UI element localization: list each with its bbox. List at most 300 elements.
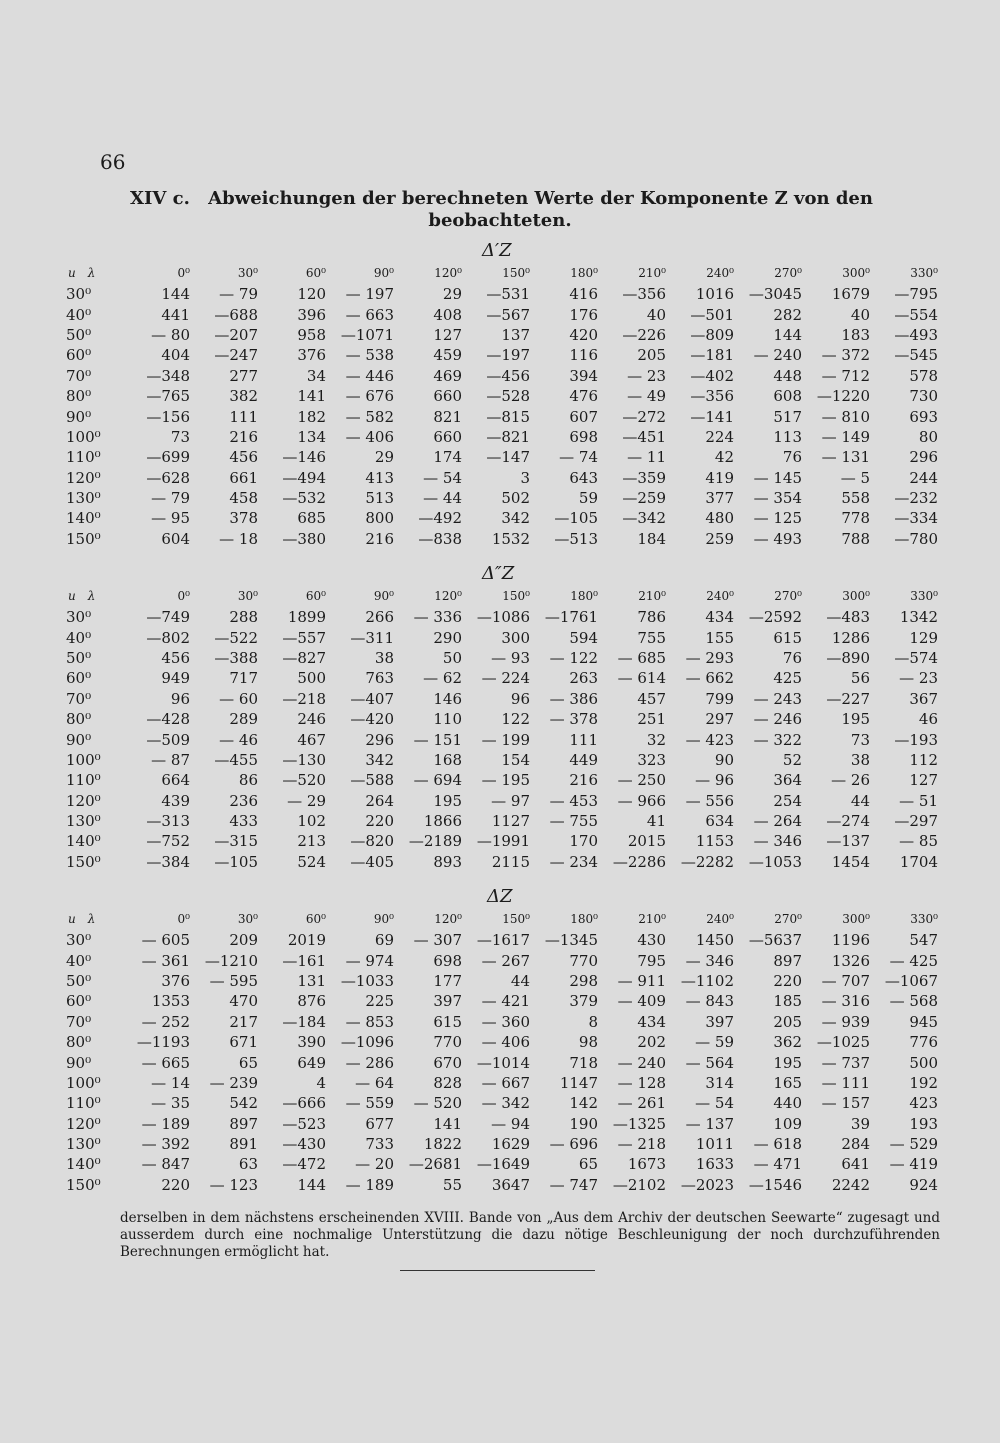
row-latitude: 150⁰ bbox=[66, 529, 101, 548]
header-u-lambda bbox=[62, 262, 126, 284]
table-cell: 500 bbox=[297, 669, 326, 688]
table-cell: 134 bbox=[297, 427, 326, 446]
table-cell: — 336 bbox=[413, 608, 462, 627]
table-cell: — 386 bbox=[549, 689, 598, 708]
table-cell: —315 bbox=[214, 832, 258, 851]
table-cell: — 667 bbox=[481, 1073, 530, 1092]
column-header: 330⁰ bbox=[910, 266, 938, 280]
table-cell: —802 bbox=[146, 628, 190, 647]
table-cell: 174 bbox=[433, 448, 462, 467]
table-cell: 141 bbox=[297, 387, 326, 406]
header-row bbox=[62, 908, 942, 930]
table-cell: — 372 bbox=[821, 346, 870, 365]
column-header: 300⁰ bbox=[842, 912, 870, 926]
table-cell: 127 bbox=[909, 771, 938, 790]
table-cell: 660 bbox=[433, 427, 462, 446]
table-cell: — 712 bbox=[821, 366, 870, 385]
table-cell: —472 bbox=[282, 1155, 326, 1174]
table-cell: 717 bbox=[229, 669, 258, 688]
table-row bbox=[62, 427, 942, 447]
table-cell: 467 bbox=[297, 730, 326, 749]
table-cell: 458 bbox=[229, 489, 258, 508]
table-cell: — 128 bbox=[617, 1073, 666, 1092]
row-latitude: 70⁰ bbox=[66, 1012, 92, 1031]
column-header: 210⁰ bbox=[638, 912, 666, 926]
table-row bbox=[62, 1032, 942, 1052]
table-cell: — 218 bbox=[617, 1135, 666, 1154]
table-cell: —795 bbox=[894, 285, 938, 304]
table-row bbox=[62, 991, 942, 1011]
table-cell: —2189 bbox=[408, 832, 462, 851]
table-cell: 828 bbox=[433, 1073, 462, 1092]
table-cell: 893 bbox=[433, 852, 462, 871]
table-title-delta-z: ΔZ bbox=[487, 886, 513, 907]
table-cell: 1147 bbox=[559, 1073, 598, 1092]
table-row bbox=[62, 1114, 942, 1134]
table-cell: 958 bbox=[297, 325, 326, 344]
table-cell: 289 bbox=[229, 710, 258, 729]
table-cell: — 123 bbox=[209, 1175, 258, 1194]
table-cell: — 189 bbox=[141, 1114, 190, 1133]
row-latitude: 40⁰ bbox=[66, 305, 92, 324]
table-cell: 277 bbox=[229, 366, 258, 385]
table-cell: —105 bbox=[554, 509, 598, 528]
table-cell: — 35 bbox=[151, 1094, 190, 1113]
table-cell: 795 bbox=[637, 951, 666, 970]
table-cell: —2023 bbox=[680, 1175, 734, 1194]
table-cell: —1025 bbox=[816, 1033, 870, 1052]
table-cell: 224 bbox=[705, 427, 734, 446]
column-header: 60⁰ bbox=[305, 589, 326, 603]
table-cell: —207 bbox=[214, 325, 258, 344]
table-cell: — 582 bbox=[345, 407, 394, 426]
table-cell: 213 bbox=[297, 832, 326, 851]
table-cell: — 605 bbox=[141, 931, 190, 950]
table-cell: 390 bbox=[297, 1033, 326, 1052]
row-latitude: 90⁰ bbox=[66, 1053, 92, 1072]
table-cell: 1679 bbox=[831, 285, 870, 304]
table-cell: 102 bbox=[297, 812, 326, 831]
table-cell: —2102 bbox=[612, 1175, 666, 1194]
column-header: 330⁰ bbox=[910, 912, 938, 926]
table-cell: —141 bbox=[690, 407, 734, 426]
table-cell: — 614 bbox=[617, 669, 666, 688]
table-cell: 40 bbox=[850, 305, 870, 324]
table-cell: 98 bbox=[578, 1033, 598, 1052]
table-cell: 440 bbox=[773, 1094, 802, 1113]
table-cell: —2592 bbox=[748, 608, 802, 627]
table-cell: — 151 bbox=[413, 730, 462, 749]
table-cell: —688 bbox=[214, 305, 258, 324]
table-cell: 770 bbox=[569, 951, 598, 970]
table-cell: — 23 bbox=[627, 366, 666, 385]
table-cell: 323 bbox=[637, 750, 666, 769]
row-latitude: 130⁰ bbox=[66, 489, 101, 508]
table-cell: — 145 bbox=[753, 468, 802, 487]
table-cell: 155 bbox=[705, 628, 734, 647]
table-cell: — 80 bbox=[151, 325, 190, 344]
table-cell: 44 bbox=[510, 971, 530, 990]
table-cell: — 125 bbox=[753, 509, 802, 528]
row-latitude: 50⁰ bbox=[66, 648, 92, 667]
table-cell: 182 bbox=[297, 407, 326, 426]
table-cell: 127 bbox=[433, 325, 462, 344]
table-cell: 377 bbox=[705, 489, 734, 508]
table-cell: — 316 bbox=[821, 992, 870, 1011]
row-latitude: 120⁰ bbox=[66, 468, 101, 487]
table-cell: 192 bbox=[909, 1073, 938, 1092]
table-cell: —574 bbox=[894, 648, 938, 667]
table-cell: 296 bbox=[909, 448, 938, 467]
table-cell: 342 bbox=[501, 509, 530, 528]
row-latitude: 70⁰ bbox=[66, 689, 92, 708]
table-cell: 558 bbox=[841, 489, 870, 508]
table-cell: 266 bbox=[365, 608, 394, 627]
table-cell: 517 bbox=[773, 407, 802, 426]
table-cell: 897 bbox=[229, 1114, 258, 1133]
table-cell: — 234 bbox=[549, 852, 598, 871]
table-cell: —509 bbox=[146, 730, 190, 749]
table-cell: —1345 bbox=[544, 931, 598, 950]
table-cell: 542 bbox=[229, 1094, 258, 1113]
table-cell: 423 bbox=[909, 1094, 938, 1113]
table-cell: 897 bbox=[773, 951, 802, 970]
row-latitude: 30⁰ bbox=[66, 931, 92, 950]
table-cell: 40 bbox=[646, 305, 666, 324]
table-cell: —765 bbox=[146, 387, 190, 406]
table-cell: — 250 bbox=[617, 771, 666, 790]
table-cell: —356 bbox=[622, 285, 666, 304]
table-cell: —567 bbox=[486, 305, 530, 324]
table-cell: 448 bbox=[773, 366, 802, 385]
row-latitude: 120⁰ bbox=[66, 791, 101, 810]
table-row bbox=[62, 406, 942, 426]
table-cell: — 97 bbox=[491, 791, 530, 810]
column-header: 120⁰ bbox=[434, 912, 462, 926]
table-cell: 439 bbox=[161, 791, 190, 810]
header-lambda: λ bbox=[87, 266, 96, 280]
table-cell: —356 bbox=[690, 387, 734, 406]
table-cell: 607 bbox=[569, 407, 598, 426]
header-row bbox=[62, 262, 942, 284]
table-cell: 184 bbox=[637, 529, 666, 548]
table-cell: — 111 bbox=[821, 1073, 870, 1092]
column-header: 210⁰ bbox=[638, 266, 666, 280]
table-cell: 763 bbox=[365, 669, 394, 688]
table-cell: —1193 bbox=[136, 1033, 190, 1052]
table-cell: —147 bbox=[486, 448, 530, 467]
table-cell: —405 bbox=[350, 852, 394, 871]
table-cell: — 79 bbox=[219, 285, 258, 304]
column-header: 120⁰ bbox=[434, 266, 462, 280]
table-cell: 2019 bbox=[287, 931, 326, 950]
table-cell: 456 bbox=[161, 648, 190, 667]
table-cell: —513 bbox=[554, 529, 598, 548]
row-latitude: 60⁰ bbox=[66, 669, 92, 688]
table-cell: 441 bbox=[161, 305, 190, 324]
table-cell: —528 bbox=[486, 387, 530, 406]
table-cell: 876 bbox=[297, 992, 326, 1011]
table-cell: 144 bbox=[297, 1175, 326, 1194]
table-cell: 122 bbox=[501, 710, 530, 729]
table-row bbox=[62, 930, 942, 950]
table-cell: 264 bbox=[365, 791, 394, 810]
column-header: 240⁰ bbox=[706, 912, 734, 926]
table-cell: 2115 bbox=[491, 852, 530, 871]
table-cell: —838 bbox=[418, 529, 462, 548]
table-cell: —520 bbox=[282, 771, 326, 790]
column-header: 30⁰ bbox=[237, 266, 258, 280]
table-cell: 698 bbox=[433, 951, 462, 970]
table-cell: 80 bbox=[918, 427, 938, 446]
table-cell: 671 bbox=[229, 1033, 258, 1052]
table-cell: 259 bbox=[705, 529, 734, 548]
table-cell: 698 bbox=[569, 427, 598, 446]
table-cell: — 747 bbox=[549, 1175, 598, 1194]
table-cell: — 137 bbox=[685, 1114, 734, 1133]
row-latitude: 70⁰ bbox=[66, 366, 92, 385]
table-cell: —494 bbox=[282, 468, 326, 487]
table-cell: — 5 bbox=[840, 468, 870, 487]
table-cell: — 59 bbox=[695, 1033, 734, 1052]
row-latitude: 60⁰ bbox=[66, 346, 92, 365]
table-cell: 288 bbox=[229, 608, 258, 627]
table-cell: 32 bbox=[646, 730, 666, 749]
table-cell: — 453 bbox=[549, 791, 598, 810]
table-cell: 476 bbox=[569, 387, 598, 406]
table-cell: —342 bbox=[622, 509, 666, 528]
table-cell: 263 bbox=[569, 669, 598, 688]
row-latitude: 80⁰ bbox=[66, 387, 92, 406]
row-latitude: 150⁰ bbox=[66, 852, 101, 871]
table-cell: —1649 bbox=[476, 1155, 530, 1174]
row-latitude: 30⁰ bbox=[66, 285, 92, 304]
table-cell: — 354 bbox=[753, 489, 802, 508]
row-latitude: 50⁰ bbox=[66, 325, 92, 344]
row-latitude: 110⁰ bbox=[66, 771, 101, 790]
table-cell: 449 bbox=[569, 750, 598, 769]
table-cell: 693 bbox=[909, 407, 938, 426]
table-cell: —1102 bbox=[680, 971, 734, 990]
table-cell: —407 bbox=[350, 689, 394, 708]
table-cell: — 240 bbox=[617, 1053, 666, 1072]
table-cell: 251 bbox=[637, 710, 666, 729]
row-latitude: 140⁰ bbox=[66, 1155, 101, 1174]
table-cell: — 44 bbox=[423, 489, 462, 508]
table-cell: 367 bbox=[909, 689, 938, 708]
table-cell: 76 bbox=[782, 448, 802, 467]
table-cell: — 93 bbox=[491, 648, 530, 667]
table-cell: 420 bbox=[569, 325, 598, 344]
row-latitude: 100⁰ bbox=[66, 427, 101, 446]
table-cell: —557 bbox=[282, 628, 326, 647]
table-row bbox=[62, 811, 942, 831]
table-cell: — 843 bbox=[685, 992, 734, 1011]
table-cell: 3647 bbox=[491, 1175, 530, 1194]
column-header: 270⁰ bbox=[774, 912, 802, 926]
table-cell: — 64 bbox=[355, 1073, 394, 1092]
table-row bbox=[62, 791, 942, 811]
table-cell: 116 bbox=[569, 346, 598, 365]
table-cell: 55 bbox=[442, 1175, 462, 1194]
table-cell: 69 bbox=[374, 931, 394, 950]
column-header: 180⁰ bbox=[570, 589, 598, 603]
table-cell: —815 bbox=[486, 407, 530, 426]
table-cell: 154 bbox=[501, 750, 530, 769]
table-cell: 111 bbox=[569, 730, 598, 749]
column-header: 0⁰ bbox=[177, 266, 190, 280]
table-cell: 604 bbox=[161, 529, 190, 548]
table-cell: 29 bbox=[374, 448, 394, 467]
table-cell: —554 bbox=[894, 305, 938, 324]
column-header: 30⁰ bbox=[237, 589, 258, 603]
column-header: 300⁰ bbox=[842, 266, 870, 280]
table-cell: 168 bbox=[433, 750, 462, 769]
table-cell: 433 bbox=[229, 812, 258, 831]
table-cell: — 29 bbox=[287, 791, 326, 810]
table-cell: —1325 bbox=[612, 1114, 666, 1133]
table-cell: —628 bbox=[146, 468, 190, 487]
table-cell: —311 bbox=[350, 628, 394, 647]
table-cell: — 618 bbox=[753, 1135, 802, 1154]
table-cell: 4 bbox=[316, 1073, 326, 1092]
table-cell: — 939 bbox=[821, 1012, 870, 1031]
table-cell: 924 bbox=[909, 1175, 938, 1194]
table-cell: 65 bbox=[578, 1155, 598, 1174]
table-cell: —232 bbox=[894, 489, 938, 508]
page-number: 66 bbox=[100, 150, 126, 174]
table-cell: 1866 bbox=[423, 812, 462, 831]
table-cell: 2015 bbox=[627, 832, 666, 851]
table-cell: — 149 bbox=[821, 427, 870, 446]
footer-paragraph: derselben in dem nächstens erscheinenden XVIII. Bande von „Aus dem Archiv der deutschen Seewarte“ zugesagt und ausserdem durch eine nochmalige Unterstützung die dazu nötige Beschleunigung der noch durchzuführenden Berechnungen ermöglicht hat. bbox=[120, 1210, 940, 1260]
table-cell: 216 bbox=[229, 427, 258, 446]
table-cell: 44 bbox=[850, 791, 870, 810]
table-cell: — 87 bbox=[151, 750, 190, 769]
table-cell: —146 bbox=[282, 448, 326, 467]
table-cell: — 538 bbox=[345, 346, 394, 365]
table-cell: 641 bbox=[841, 1155, 870, 1174]
table-cell: —137 bbox=[826, 832, 870, 851]
table-cell: — 85 bbox=[899, 832, 938, 851]
table-cell: 146 bbox=[433, 689, 462, 708]
table-delta-z bbox=[62, 908, 942, 1195]
table-cell: 670 bbox=[433, 1053, 462, 1072]
table-cell: 634 bbox=[705, 812, 734, 831]
table-cell: — 662 bbox=[685, 669, 734, 688]
table-cell: — 307 bbox=[413, 931, 462, 950]
table-cell: 209 bbox=[229, 931, 258, 950]
table-cell: —197 bbox=[486, 346, 530, 365]
table-cell: — 676 bbox=[345, 387, 394, 406]
table-cell: —1071 bbox=[340, 325, 394, 344]
table-cell: 615 bbox=[773, 628, 802, 647]
table-cell: — 342 bbox=[481, 1094, 530, 1113]
table-row bbox=[62, 1154, 942, 1174]
table-cell: 38 bbox=[374, 648, 394, 667]
table-cell: —226 bbox=[622, 325, 666, 344]
table-cell: 183 bbox=[841, 325, 870, 344]
table-row bbox=[62, 1012, 942, 1032]
table-cell: 382 bbox=[229, 387, 258, 406]
table-cell: 185 bbox=[773, 992, 802, 1011]
row-latitude: 130⁰ bbox=[66, 1135, 101, 1154]
column-header: 240⁰ bbox=[706, 589, 734, 603]
table-cell: 42 bbox=[714, 448, 734, 467]
table-cell: 142 bbox=[569, 1094, 598, 1113]
table-title-delta-double-prime-z: Δ″Z bbox=[482, 563, 515, 584]
section-heading: Abweichungen der berechneten Werte der Komponente Z von den bbox=[208, 188, 873, 209]
table-cell: 2242 bbox=[831, 1175, 870, 1194]
table-cell: — 54 bbox=[423, 468, 462, 487]
table-cell: —1546 bbox=[748, 1175, 802, 1194]
table-cell: — 26 bbox=[831, 771, 870, 790]
table-cell: 1633 bbox=[695, 1155, 734, 1174]
table-title-delta-prime-z: Δ′Z bbox=[482, 240, 512, 261]
section-title bbox=[130, 188, 890, 232]
table-cell: —820 bbox=[350, 832, 394, 851]
table-cell: 480 bbox=[705, 509, 734, 528]
table-cell: 113 bbox=[773, 427, 802, 446]
table-row bbox=[62, 750, 942, 770]
table-cell: — 54 bbox=[695, 1094, 734, 1113]
table-cell: —181 bbox=[690, 346, 734, 365]
table-cell: — 122 bbox=[549, 648, 598, 667]
table-cell: 109 bbox=[773, 1114, 802, 1133]
table-cell: — 392 bbox=[141, 1135, 190, 1154]
table-row bbox=[62, 447, 942, 467]
table-cell: —1014 bbox=[476, 1053, 530, 1072]
column-header: 210⁰ bbox=[638, 589, 666, 603]
table-cell: 65 bbox=[238, 1053, 258, 1072]
table-cell: — 346 bbox=[753, 832, 802, 851]
table-delta-double-prime-z bbox=[62, 585, 942, 872]
row-latitude: 80⁰ bbox=[66, 710, 92, 729]
table-row bbox=[62, 284, 942, 304]
table-cell: — 409 bbox=[617, 992, 666, 1011]
table-cell: 513 bbox=[365, 489, 394, 508]
table-cell: — 199 bbox=[481, 730, 530, 749]
table-cell: — 243 bbox=[753, 689, 802, 708]
table-cell: —752 bbox=[146, 832, 190, 851]
table-cell: —297 bbox=[894, 812, 938, 831]
table-cell: —272 bbox=[622, 407, 666, 426]
section-heading-continuation: beobachteten. bbox=[428, 210, 572, 231]
table-cell: 220 bbox=[773, 971, 802, 990]
table-cell: —780 bbox=[894, 529, 938, 548]
table-cell: — 246 bbox=[753, 710, 802, 729]
table-cell: — 195 bbox=[481, 771, 530, 790]
table-cell: —430 bbox=[282, 1135, 326, 1154]
table-row bbox=[62, 1175, 942, 1195]
table-cell: 643 bbox=[569, 468, 598, 487]
table-cell: 1326 bbox=[831, 951, 870, 970]
table-cell: 470 bbox=[229, 992, 258, 1011]
table-cell: 404 bbox=[161, 346, 190, 365]
table-cell: 8 bbox=[588, 1012, 598, 1031]
table-cell: 799 bbox=[705, 689, 734, 708]
table-cell: 1899 bbox=[287, 608, 326, 627]
table-cell: —105 bbox=[214, 852, 258, 871]
table-cell: —1761 bbox=[544, 608, 598, 627]
table-cell: — 737 bbox=[821, 1053, 870, 1072]
header-lambda: λ bbox=[87, 589, 96, 603]
table-cell: — 974 bbox=[345, 951, 394, 970]
table-cell: 290 bbox=[433, 628, 462, 647]
table-cell: 778 bbox=[841, 509, 870, 528]
table-cell: 52 bbox=[782, 750, 802, 769]
table-row bbox=[62, 852, 942, 872]
